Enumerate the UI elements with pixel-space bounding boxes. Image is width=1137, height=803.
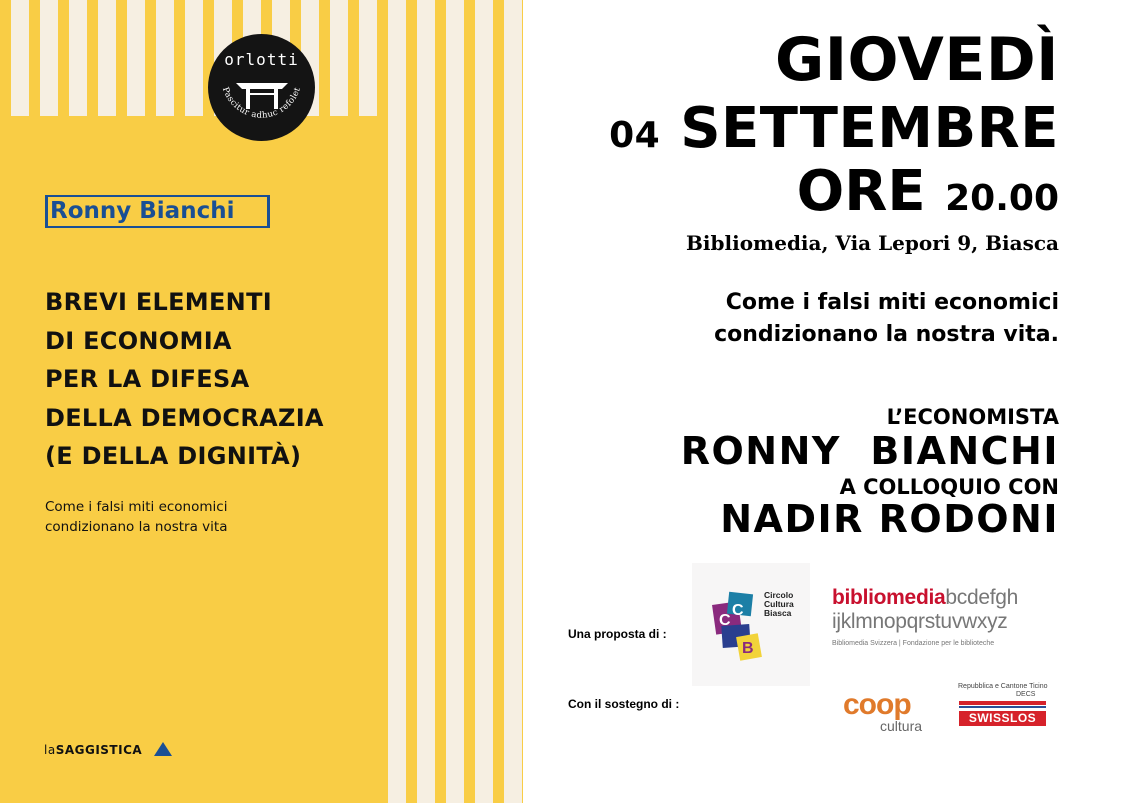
event-date-number: 04 <box>609 115 661 156</box>
swisslos-dept: DECS <box>1016 691 1036 698</box>
connector-text: A COLLOQUIO CON <box>839 475 1059 499</box>
publisher-prefix: la <box>44 743 56 757</box>
swisslos-red-bar <box>959 701 1046 705</box>
speaker-name-text: RONNY BIANCHI <box>680 429 1059 473</box>
event-time-label: ORE <box>796 159 926 224</box>
book-title-line: PER LA DIFESA <box>45 365 250 393</box>
event-venue: Bibliomedia, Via Lepori 9, Biasca <box>686 231 1059 255</box>
event-tagline <box>714 287 1059 351</box>
author-badge <box>45 195 270 228</box>
event-tagline-line: condizionano la nostra vita. <box>714 322 1059 347</box>
event-time-value: 20.00 <box>945 178 1059 219</box>
logo-name: orlotti <box>224 50 299 69</box>
speaker-name <box>681 428 1059 474</box>
ccb-logo <box>692 563 810 686</box>
ccb-letter: C <box>719 612 731 629</box>
ccb-name-line: Biasca <box>764 608 792 618</box>
swisslos-blue-bar <box>959 706 1046 708</box>
book-title-line: DELLA DEMOCRAZIA <box>45 403 324 432</box>
speaker-role: L’ECONOMISTA <box>886 405 1059 429</box>
publisher-name: SAGGISTICA <box>55 743 143 757</box>
book-title-line: DI ECONOMIA <box>45 326 232 355</box>
swisslos-logo: SWISSLOS <box>959 711 1046 726</box>
moderator-name: NADIR RODONI <box>720 497 1059 541</box>
ccb-letter: C <box>732 602 744 619</box>
ccb-name <box>764 591 794 618</box>
proposta-label: Una proposta di : <box>568 627 667 641</box>
event-date <box>609 97 1059 168</box>
logo-motto-arc <box>208 34 315 141</box>
coop-logo: coop <box>843 688 911 721</box>
bibliomedia-line1 <box>832 586 1018 610</box>
book-subtitle-line: condizionano la nostra vita <box>45 519 228 535</box>
book-title <box>45 283 324 476</box>
bibliomedia-word: bibliomedia <box>832 586 946 609</box>
book-cover <box>0 0 523 803</box>
book-subtitle-line: Come i falsi miti economici <box>45 499 228 515</box>
book-subtitle <box>45 497 227 537</box>
event-day: GIOVEDÌ <box>774 25 1059 95</box>
svg-text:Pascitur adhuc refolet <box>220 86 303 121</box>
book-title-line: (E DELLA DIGNITÀ) <box>45 442 302 470</box>
ccb-letter: B <box>742 640 754 657</box>
event-tagline-line: Come i falsi miti economici <box>725 290 1059 315</box>
bibliomedia-letters: bcdefgh <box>945 586 1019 609</box>
event-time <box>797 160 1059 231</box>
coop-cultura: cultura <box>880 718 923 734</box>
bibliomedia-footnote: Bibliomedia Svizzera | Fondazione per le biblioteche <box>832 640 995 647</box>
swisslos-header: Repubblica e Cantone Ticino <box>958 683 1048 690</box>
bibliomedia-line2: ijklmnopqrstuvwxyz <box>832 610 1008 633</box>
triangle-icon <box>153 741 173 757</box>
book-title-line: BREVI ELEMENTI <box>45 288 272 316</box>
sostegno-label: Con il sostegno di : <box>568 697 680 711</box>
event-month: SETTEMBRE <box>680 96 1059 161</box>
bibliomedia-logo <box>832 586 1018 647</box>
publisher-logo <box>44 743 142 757</box>
logo-motto: Pascitur adhuc refolet <box>219 85 303 121</box>
ccb-name-line: Cultura <box>764 599 794 609</box>
author-name: Ronny Bianchi <box>48 197 267 226</box>
ccb-blocks-icon <box>692 563 810 686</box>
orlotti-logo <box>208 34 315 141</box>
ccb-name-line: Circolo <box>764 590 794 600</box>
